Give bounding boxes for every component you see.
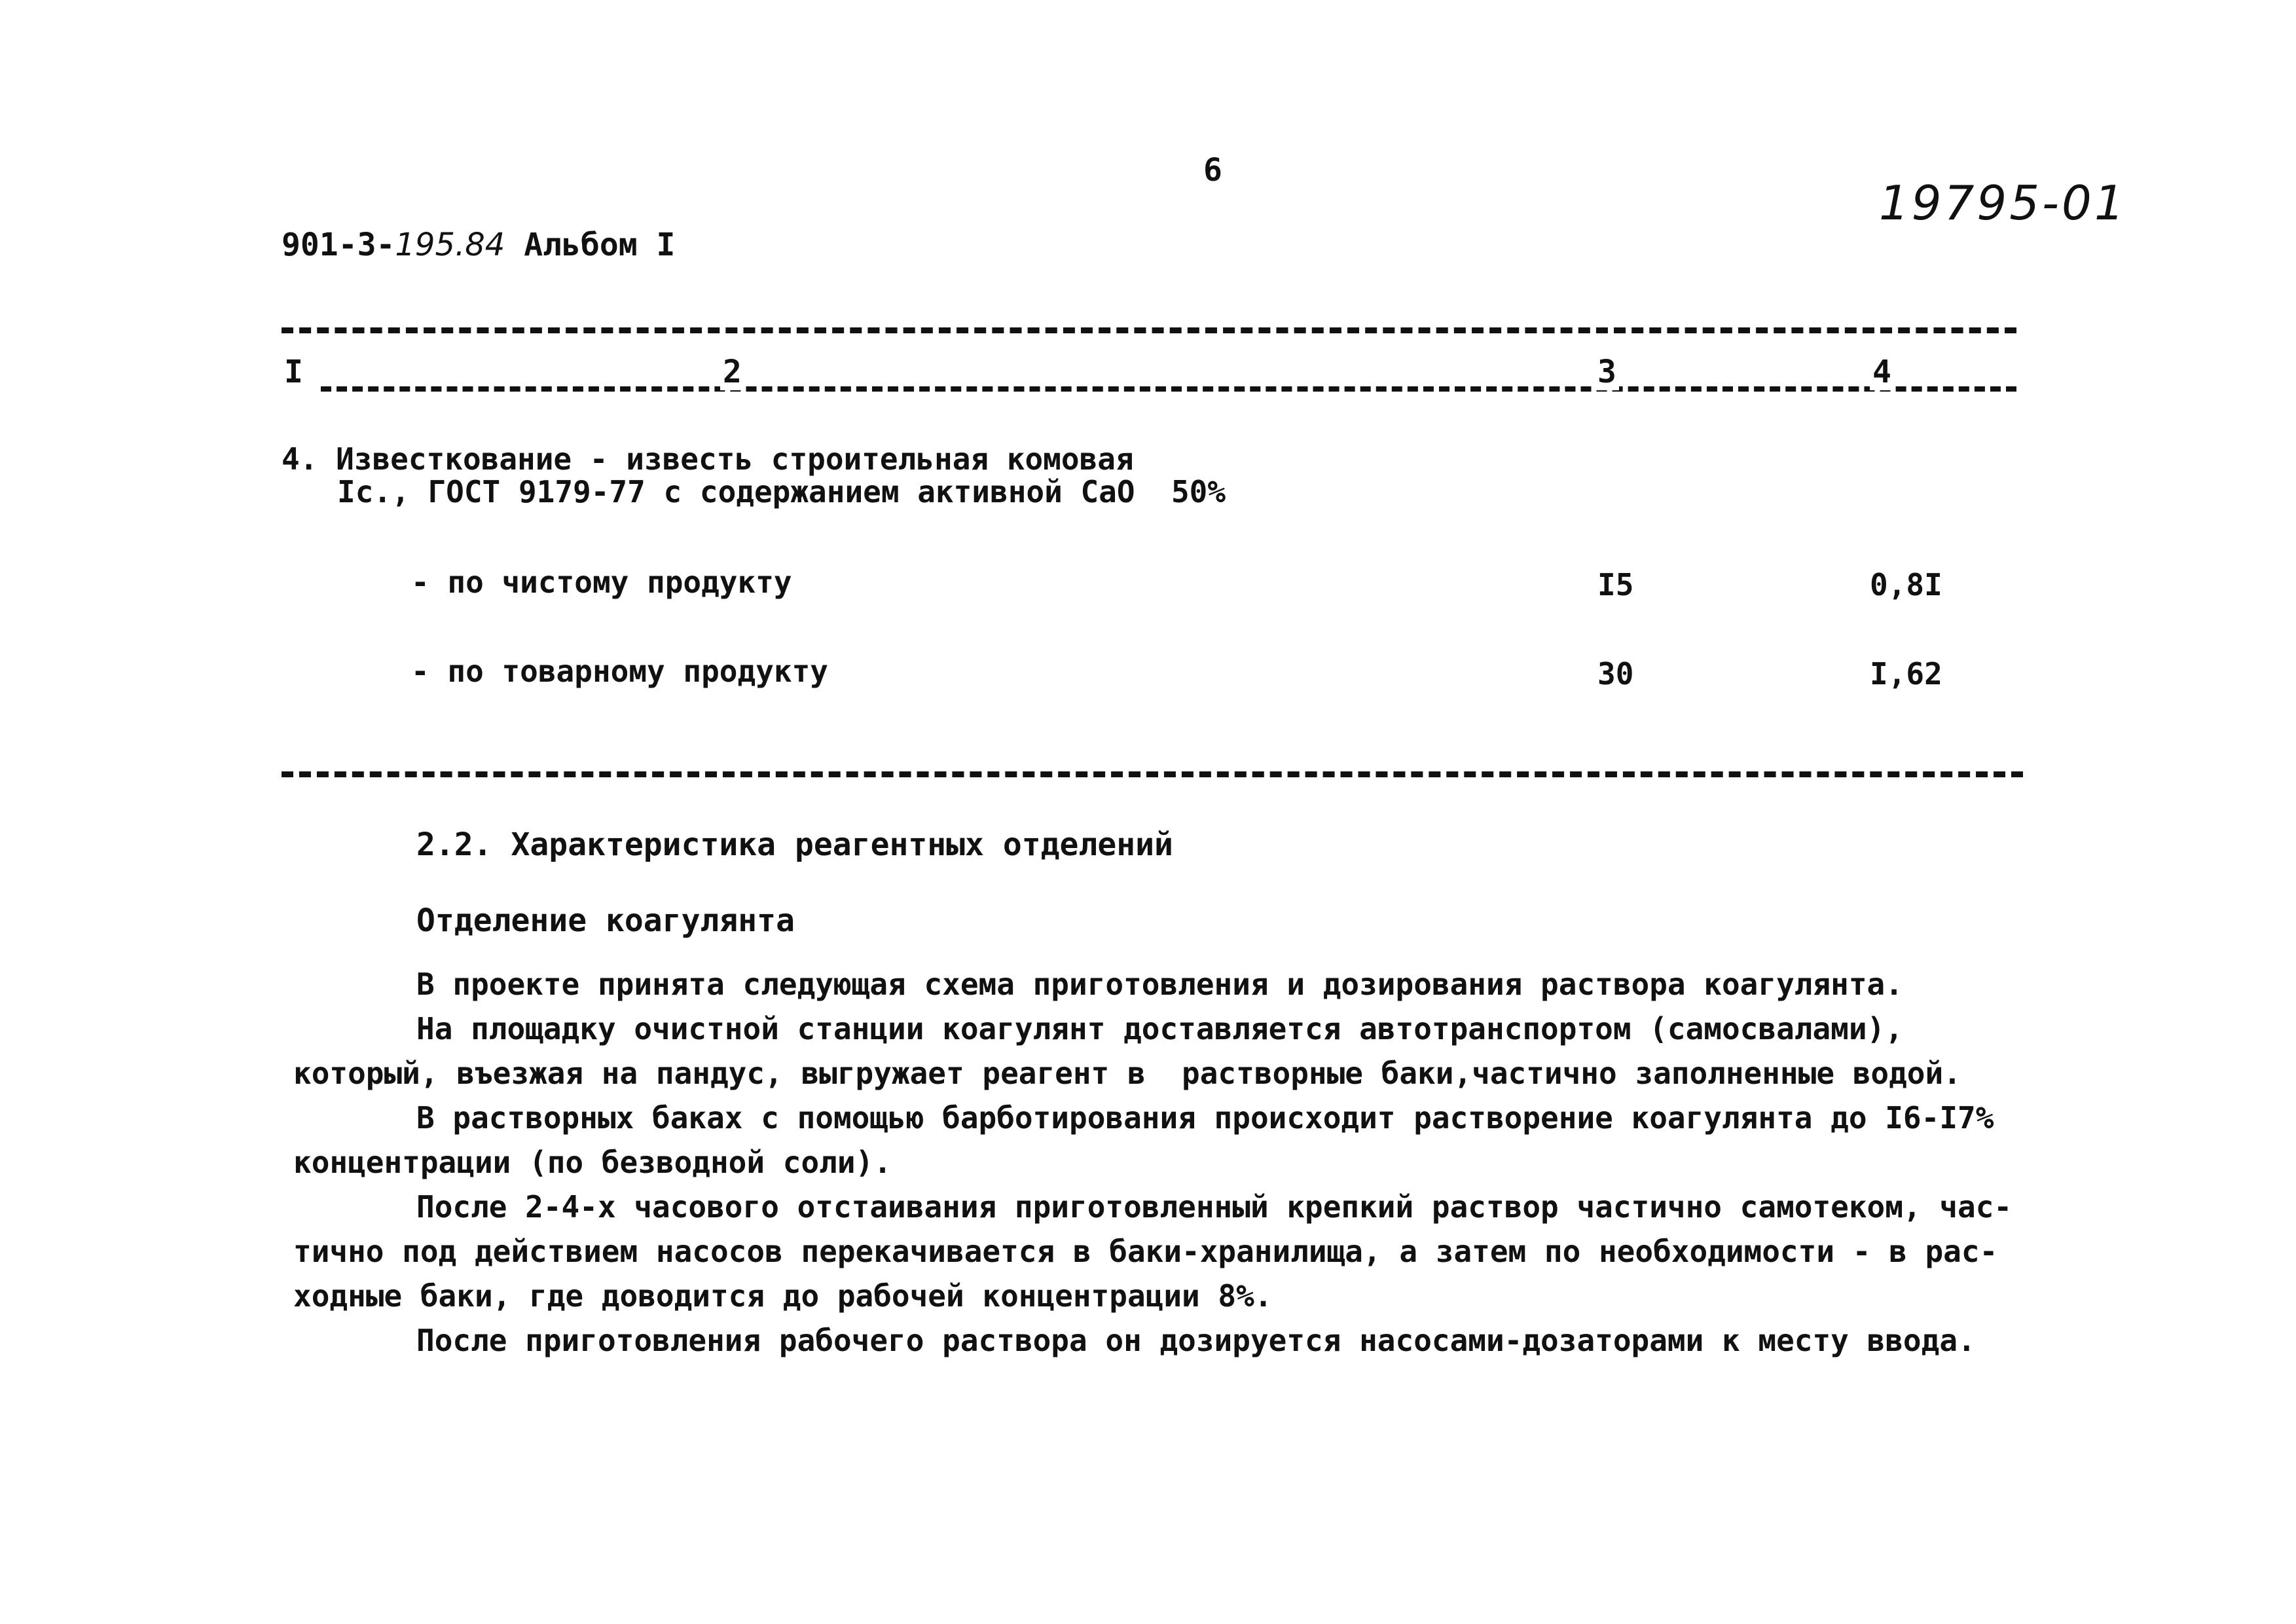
- document-code: [282, 227, 675, 263]
- column-header-line: [321, 386, 2016, 392]
- paragraph-line-9: После приготовления рабочего раствора он дозируется насосами-дозаторами к месту ввода.: [416, 1323, 1976, 1358]
- column-header-3: 3: [1595, 354, 1619, 390]
- table-item-line-1: 4. Известкование - известь строительная комовая: [282, 441, 1134, 477]
- column-header-1: I: [282, 354, 306, 390]
- paragraph-line-6: После 2-4-х часового отстаивания приготовленный крепкий раствор частично самотеком, час-: [416, 1189, 2013, 1225]
- paragraph-line-5: концентрации (по безводной соли).: [293, 1145, 892, 1180]
- column-header-4: 4: [1870, 354, 1894, 390]
- paragraph-line-3: который, въезжая на пандус, выгружает реагент в растворные баки,частично заполненные водой.: [293, 1056, 1961, 1091]
- column-header-2: 2: [720, 354, 744, 390]
- paragraph-line-7: тично под действием насосов перекачивается в баки-хранилища, а затем по необходимости - в рас-: [293, 1234, 1998, 1269]
- section-title: 2.2. Характеристика реагентных отделений: [416, 826, 1173, 863]
- row-1-label: - по чистому продукту: [411, 564, 792, 600]
- paragraph-line-1: В проекте принята следующая схема приготовления и дозирования раствора коагулянта.: [416, 967, 1903, 1002]
- row-1-col4: 0,8I: [1870, 567, 1942, 602]
- table-item-line-2: Iс., ГОСТ 9179-77 с содержанием активной СаО 50%: [337, 474, 1226, 509]
- table-top-rule: [282, 327, 2016, 333]
- row-2-col3: 30: [1597, 656, 1634, 692]
- doc-code-handwritten: 195.84: [395, 227, 505, 263]
- paragraph-line-8: ходные баки, где доводится до рабочей концентрации 8%.: [293, 1278, 1273, 1314]
- row-2-col4: I,62: [1870, 656, 1942, 692]
- handwritten-number: 19795-01: [1879, 175, 2127, 231]
- page-number: 6: [1203, 152, 1222, 189]
- section-subtitle: Отделение коагулянта: [416, 902, 795, 939]
- row-1-col3: I5: [1597, 567, 1634, 602]
- paragraph-line-2: На площадку очистной станции коагулянт доставляется автотранспортом (самосвалами),: [416, 1011, 1903, 1046]
- paragraph-line-4: В растворных баках с помощью барботирования происходит растворение коагулянта до I6-I7%: [416, 1100, 1994, 1135]
- doc-code-suffix: Альбом I: [524, 227, 676, 263]
- doc-code-prefix: 901-3-: [282, 227, 395, 263]
- row-2-label: - по товарному продукту: [411, 654, 828, 689]
- table-bottom-rule: [282, 771, 2023, 777]
